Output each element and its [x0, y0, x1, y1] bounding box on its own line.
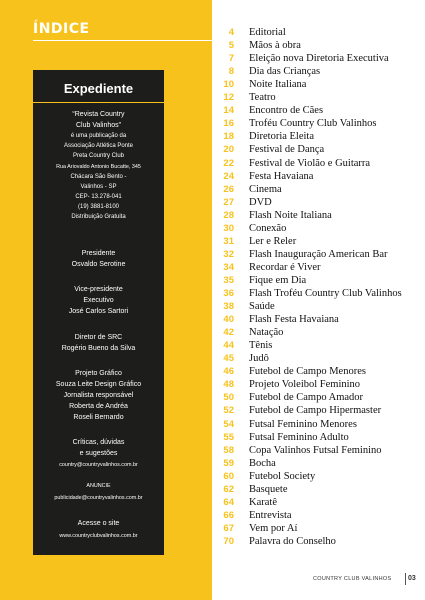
- expediente-line: Rua Ariovaldo Antonio Bucatte, 345: [56, 164, 141, 170]
- toc-entry[interactable]: [212, 92, 425, 105]
- toc-page-number: 34: [223, 261, 234, 273]
- toc-page-number: 8: [228, 66, 234, 78]
- toc-entry[interactable]: [212, 419, 425, 432]
- toc-entry[interactable]: [212, 471, 425, 484]
- toc-entry[interactable]: [212, 340, 425, 353]
- expediente-website[interactable]: www.countryclubvalinhos.com.br: [59, 533, 138, 539]
- toc-page-number: 46: [223, 366, 234, 378]
- toc-page-number: 64: [223, 496, 234, 508]
- toc-page-number: 48: [223, 379, 234, 391]
- footer-page-number: 03: [408, 575, 416, 582]
- toc-page-number: 4: [228, 27, 234, 38]
- toc-page-number: 7: [228, 53, 234, 65]
- toc-title: Copa Valinhos Futsal Feminino: [249, 444, 382, 456]
- toc-title: Karatê: [249, 496, 277, 508]
- toc-page-number: 44: [223, 340, 234, 352]
- expediente-line: Associação Atlética Ponte: [63, 143, 134, 149]
- toc-entry[interactable]: [212, 301, 425, 314]
- toc-title: Saúde: [249, 301, 275, 313]
- toc-entry[interactable]: [212, 314, 425, 327]
- toc-page-number: 67: [223, 522, 234, 534]
- expediente-line: Projeto Gráfico: [75, 370, 122, 377]
- toc-page-number: 32: [223, 248, 234, 260]
- expediente-line: Jornalista responsável: [63, 392, 134, 399]
- toc-entry[interactable]: [212, 210, 425, 223]
- toc-entry[interactable]: [212, 510, 425, 523]
- toc-page-number: 35: [223, 274, 234, 286]
- toc-entry[interactable]: [212, 197, 425, 210]
- toc-title: Festival de Violão e Guitarra: [249, 157, 371, 169]
- toc-entry[interactable]: [212, 79, 425, 92]
- toc-title: Flash Festa Havaiana: [249, 314, 339, 326]
- toc-page-number: 28: [223, 209, 234, 221]
- toc-entry[interactable]: [212, 40, 425, 53]
- expediente-line: José Carlos Sartori: [68, 308, 129, 315]
- toc-title: Futebol de Campo Menores: [249, 366, 366, 378]
- toc-entry[interactable]: [212, 27, 425, 40]
- toc-title: Flash Inauguração American Bar: [249, 248, 388, 260]
- toc-title: Noite Italiana: [249, 79, 307, 91]
- toc-title: Bocha: [249, 457, 276, 469]
- toc-entry[interactable]: [212, 353, 425, 366]
- toc-title: Festival de Dança: [249, 144, 325, 156]
- toc-entry[interactable]: [212, 366, 425, 379]
- expediente-line: Valinhos - SP: [80, 184, 117, 190]
- toc-title: Flash Noite Italiana: [249, 209, 332, 221]
- toc-title: Judô: [249, 353, 269, 365]
- toc-page-number: 27: [223, 196, 234, 208]
- expediente-line: Acesse o site: [77, 520, 120, 527]
- expediente-line: é uma publicação da: [70, 133, 127, 139]
- toc-page-number: 24: [223, 170, 234, 182]
- toc-title: Futebol Society: [249, 470, 316, 482]
- toc-title: Ler e Reler: [249, 235, 297, 247]
- toc-page-number: 14: [223, 105, 234, 117]
- toc-title: Flash Troféu Country Club Valinhos: [249, 288, 402, 299]
- toc-title: Entrevista: [249, 509, 292, 521]
- toc-entry[interactable]: [212, 275, 425, 288]
- toc-title: Troféu Country Club Valinhos: [249, 118, 377, 130]
- expediente-line: Executivo: [83, 297, 114, 304]
- toc-page-number: 54: [223, 418, 234, 430]
- expediente-line: Souza Leite Design Gráfico: [55, 381, 142, 388]
- toc-page-number: 42: [223, 327, 234, 339]
- toc-page-number: 52: [223, 405, 234, 417]
- expediente-email[interactable]: publicidade@countryvalinhos.com.br: [54, 495, 143, 501]
- toc-title: Natação: [249, 327, 284, 339]
- toc-entry[interactable]: [212, 66, 425, 79]
- toc-title: Teatro: [249, 92, 276, 104]
- expediente-line: Chácara São Bento -: [70, 174, 127, 180]
- toc-entry[interactable]: [212, 105, 425, 118]
- toc-entry[interactable]: [212, 497, 425, 510]
- toc-entry[interactable]: [212, 262, 425, 275]
- toc-title: Festa Havaiana: [249, 170, 314, 182]
- toc-title: Cinema: [249, 183, 282, 195]
- toc-page-number: 26: [223, 183, 234, 195]
- toc-page-number: 22: [223, 157, 234, 169]
- toc-title: Dia das Crianças: [249, 66, 321, 78]
- toc-entry[interactable]: [212, 236, 425, 249]
- toc-page-number: 40: [223, 314, 234, 326]
- toc-entry[interactable]: [212, 118, 425, 131]
- toc-entry[interactable]: [212, 536, 425, 549]
- expediente-line: Rogério Bueno da Silva: [61, 345, 136, 352]
- yellow-sidebar: [0, 0, 212, 600]
- footer-divider: [405, 573, 406, 585]
- toc-entry[interactable]: [212, 223, 425, 236]
- toc-title: Encontro de Cães: [249, 105, 324, 117]
- expediente-heading: Expediente: [63, 81, 134, 96]
- toc-page-number: 20: [223, 144, 234, 156]
- expediente-line: Club Valinhos”: [75, 122, 121, 129]
- toc-entry[interactable]: [212, 523, 425, 536]
- toc-title: Recordar é Viver: [249, 261, 321, 273]
- expediente-line: Presidente: [81, 250, 116, 257]
- toc-title: Tênis: [249, 340, 273, 352]
- toc-title: Futebol de Campo Hipermaster: [249, 405, 382, 417]
- page-title: ÍNDICE: [33, 21, 90, 37]
- toc-entry[interactable]: [212, 171, 425, 184]
- toc-page-number: 60: [223, 470, 234, 482]
- toc-page-number: 55: [223, 431, 234, 443]
- toc-page-number: 66: [223, 509, 234, 521]
- toc-entry[interactable]: [212, 458, 425, 471]
- toc-entry[interactable]: [212, 158, 425, 171]
- toc-title: Fique em Dia: [249, 274, 307, 286]
- toc-title: Palavra do Conselho: [249, 535, 336, 547]
- expediente-line: Críticas, dúvidas: [72, 439, 125, 446]
- toc-title: Mãos à obra: [249, 40, 301, 52]
- toc-page-number: 70: [223, 535, 234, 547]
- expediente-line: Roseli Bernardo: [73, 414, 124, 421]
- toc-entry[interactable]: [212, 184, 425, 197]
- toc-page-number: 30: [223, 222, 234, 234]
- toc-page-number: 10: [223, 79, 234, 91]
- expediente-line: Distribuição Gratuita: [71, 214, 126, 220]
- toc-entry[interactable]: [212, 392, 425, 405]
- toc-page-number: 16: [223, 118, 234, 130]
- toc-entry[interactable]: [212, 53, 425, 66]
- expediente-line: Roberta de Andréa: [69, 403, 128, 410]
- expediente-divider: [33, 102, 164, 103]
- toc-entry[interactable]: [212, 405, 425, 418]
- toc-entry[interactable]: [212, 379, 425, 392]
- expediente-email[interactable]: country@countryvalinhos.com.br: [59, 462, 138, 468]
- toc-page-number: 45: [223, 353, 234, 365]
- expediente-line: “Revista Country: [72, 111, 125, 118]
- toc-title: Editorial: [249, 27, 286, 38]
- toc-page-number: 59: [223, 457, 234, 469]
- toc-page-number: 12: [223, 92, 234, 104]
- toc-title: Diretoria Eleita: [249, 131, 315, 143]
- toc-entry[interactable]: [212, 484, 425, 497]
- toc-page-number: 38: [223, 301, 234, 313]
- toc-entry[interactable]: [212, 144, 425, 157]
- title-divider: [33, 40, 212, 41]
- toc-entry[interactable]: [212, 131, 425, 144]
- toc-page-number: 31: [223, 235, 234, 247]
- expediente-line: ANUNCIE: [86, 483, 111, 489]
- toc-title: Projeto Voleibol Feminino: [249, 379, 361, 391]
- toc-title: Conexão: [249, 222, 287, 234]
- expediente-box: [33, 70, 164, 555]
- toc-page-number: 18: [223, 131, 234, 143]
- toc-entry[interactable]: [212, 327, 425, 340]
- toc-page-number: 62: [223, 483, 234, 495]
- toc-title: Futsal Feminino Menores: [249, 418, 357, 430]
- footer-magazine-name: COUNTRY CLUB VALINHOS: [313, 576, 392, 582]
- toc-title: Eleição nova Diretoria Executiva: [249, 53, 389, 65]
- expediente-line: Vice-presidente: [74, 286, 123, 293]
- toc-title: DVD: [249, 196, 272, 208]
- expediente-line: Preta Country Club: [72, 153, 125, 159]
- expediente-line: Diretor de SRC: [74, 334, 123, 341]
- expediente-line: Osvaldo Serotine: [71, 261, 126, 268]
- toc-title: Futebol de Campo Amador: [249, 392, 364, 404]
- toc-title: Futsal Feminino Adulto: [249, 431, 349, 443]
- toc-page-number: 5: [228, 40, 234, 52]
- toc-title: Vem por Aí: [249, 522, 298, 534]
- toc-entry[interactable]: [212, 445, 425, 458]
- toc-entry[interactable]: [212, 249, 425, 262]
- expediente-line: (19) 3881-8100: [77, 204, 120, 210]
- expediente-line: e sugestões: [79, 450, 118, 457]
- toc-entry[interactable]: [212, 432, 425, 445]
- toc-page-number: 50: [223, 392, 234, 404]
- toc-page-number: 36: [223, 288, 234, 299]
- toc-entry[interactable]: [212, 288, 425, 301]
- toc-title: Basquete: [249, 483, 288, 495]
- expediente-line: CEP- 13.278-041: [75, 194, 122, 200]
- toc-page-number: 58: [223, 444, 234, 456]
